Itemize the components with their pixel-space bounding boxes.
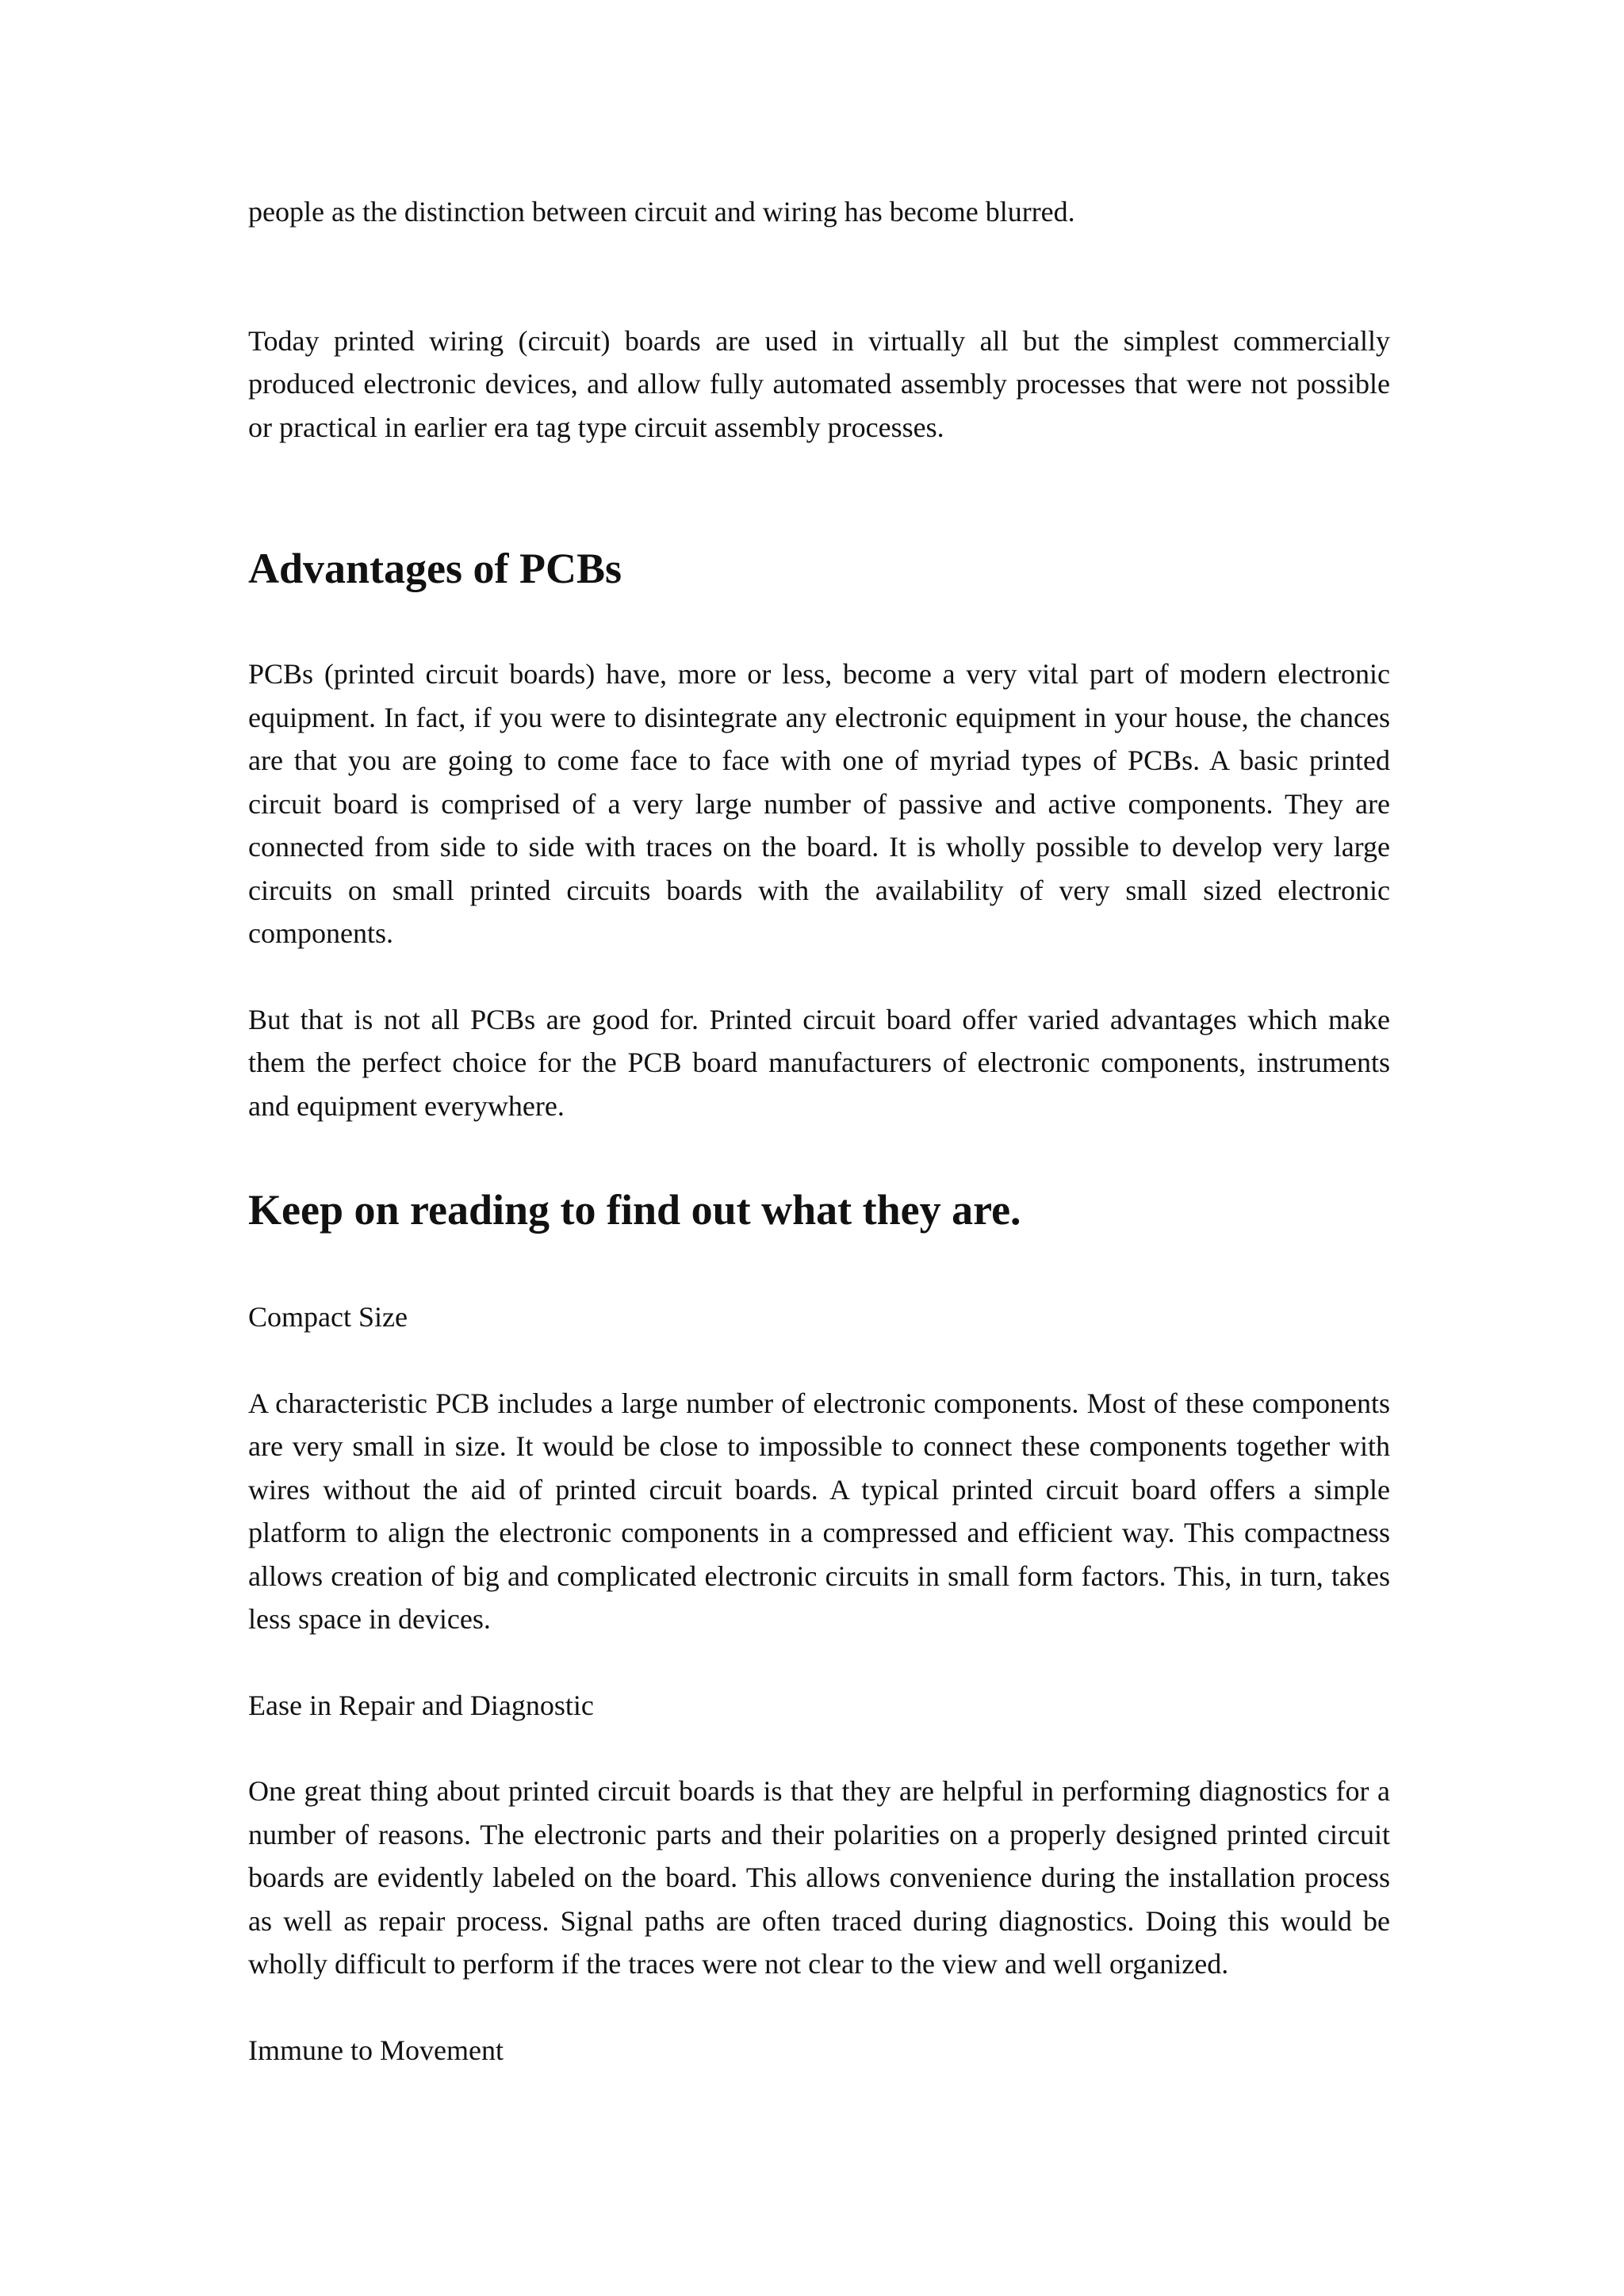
advantages-paragraph-2: But that is not all PCBs are good for. Printed circuit board offer varied advantages which make them the perfect choice for the PCB board manufacturers of electronic components, instruments and equipment everywhere. xyxy=(248,1003,1390,1122)
intro-paragraph: Today printed wiring (circuit) boards are used in virtually all but the simplest commercially produced electronic devices, and allow fully automated assembly processes that were not possible or practical in earlier era tag type circuit assembly processes. xyxy=(248,324,1390,443)
compact-size-subheading: Compact Size xyxy=(248,1301,408,1333)
advantages-paragraph-1: PCBs (printed circuit boards) have, more or less, become a very vital part of modern electronic equipment. In fact, if you were to disintegrate any electronic equipment in your house, the chances are that you are going to come face to face with one of myriad types of PCBs. A basic printed circuit board is comprised of a very large number of passive and active components. They are connected from side to side with traces on the board. It is wholly possible to develop very large circuits on small printed circuits boards with the availability of very small sized electronic components. xyxy=(248,658,1390,949)
immune-movement-subheading: Immune to Movement xyxy=(248,2034,504,2066)
ease-repair-paragraph: One great thing about printed circuit boards is that they are helpful in performing diagnostics for a number of reasons. The electronic parts and their polarities on a properly designed printed circuit boards are evidently labeled on the board. This allows convenience during the installation process as well as repair process. Signal paths are often traced during diagnostics. Doing this would be wholly difficult to perform if the traces were not clear to the view and well organized. xyxy=(248,1775,1390,1980)
keep-reading-heading: Keep on reading to find out what they are. xyxy=(248,1186,1021,1234)
compact-size-paragraph: A characteristic PCB includes a large number of electronic components. Most of these components are very small in size. It would be close to impossible to connect these components together with wires without the aid of printed circuit boards. A typical printed circuit board offers a simple platform to align the electronic components in a compressed and efficient way. This compactness allows creation of big and complicated electronic circuits in small form factors. This, in turn, takes less space in devices. xyxy=(248,1387,1390,1635)
advantages-heading: Advantages of PCBs xyxy=(248,545,622,592)
ease-repair-subheading: Ease in Repair and Diagnostic xyxy=(248,1689,594,1721)
document-body xyxy=(248,190,1390,2114)
intro-continuation-paragraph: people as the distinction between circuit and wiring has become blurred. xyxy=(248,196,1075,228)
